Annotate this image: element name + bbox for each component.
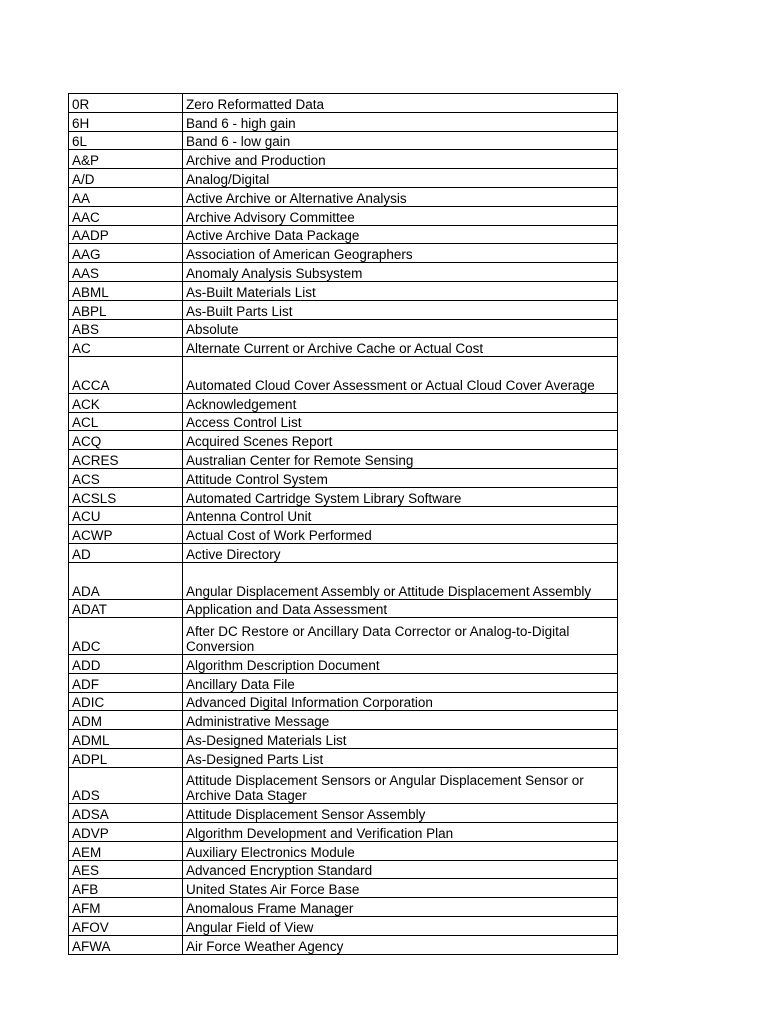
table-row [69,823,618,842]
table-row [69,94,618,113]
table-row [69,935,618,954]
acronym-cell: ABML [69,281,183,300]
definition-cell: Air Force Weather Agency [183,935,618,954]
definition-cell: Algorithm Development and Verification Plan [183,823,618,842]
table-row [69,804,618,823]
acronym-cell: AAS [69,263,183,282]
definition-cell: Archive Advisory Committee [183,206,618,225]
definition-cell: Advanced Digital Information Corporation [183,692,618,711]
table-row [69,525,618,544]
definition-cell: Analog/Digital [183,169,618,188]
table-row [69,431,618,450]
acronym-cell: ADPL [69,748,183,767]
definition-cell: Active Directory [183,544,618,563]
acronym-table [68,93,618,955]
definition-cell: Anomaly Analysis Subsystem [183,263,618,282]
acronym-cell: ADM [69,711,183,730]
table-row [69,487,618,506]
definition-cell: Auxiliary Electronics Module [183,841,618,860]
definition-cell: Acknowledgement [183,393,618,412]
definition-cell: Acquired Scenes Report [183,431,618,450]
definition-cell: Australian Center for Remote Sensing [183,450,618,469]
definition-cell: Active Archive or Alternative Analysis [183,187,618,206]
table-row [69,654,618,673]
acronym-cell: 6L [69,131,183,150]
definition-cell: United States Air Force Base [183,879,618,898]
table-row [69,692,618,711]
acronym-cell: ADD [69,654,183,673]
acronym-cell: AA [69,187,183,206]
table-row [69,357,618,394]
table-row [69,412,618,431]
acronym-cell: ACS [69,468,183,487]
table-row [69,244,618,263]
table-row [69,506,618,525]
acronym-cell: AFWA [69,935,183,954]
definition-cell: As-Built Materials List [183,281,618,300]
table-row [69,281,618,300]
definition-cell: Active Archive Data Package [183,225,618,244]
definition-cell: As-Designed Parts List [183,748,618,767]
table-row [69,860,618,879]
table-row [69,300,618,319]
acronym-cell: ABS [69,319,183,338]
definition-cell: Access Control List [183,412,618,431]
acronym-cell: ADAT [69,599,183,618]
acronym-cell: ACL [69,412,183,431]
table-row [69,319,618,338]
definition-cell: Automated Cloud Cover Assessment or Actual Cloud Cover Average [183,357,618,394]
table-row [69,618,618,655]
table-row [69,187,618,206]
table-row [69,263,618,282]
acronym-cell: AEM [69,841,183,860]
acronym-cell: AC [69,338,183,357]
definition-cell: Zero Reformatted Data [183,94,618,113]
acronym-cell: ACSLS [69,487,183,506]
table-row [69,730,618,749]
table-row [69,450,618,469]
definition-cell: Anomalous Frame Manager [183,898,618,917]
acronym-cell: ACRES [69,450,183,469]
table-row [69,767,618,804]
definition-cell: Association of American Geographers [183,244,618,263]
acronym-cell: ACK [69,393,183,412]
acronym-cell: ABPL [69,300,183,319]
acronym-cell: AES [69,860,183,879]
table-row [69,393,618,412]
definition-cell: Band 6 - low gain [183,131,618,150]
acronym-cell: ACWP [69,525,183,544]
acronym-cell: ACQ [69,431,183,450]
definition-cell: Archive and Production [183,150,618,169]
table-row [69,898,618,917]
table-row [69,599,618,618]
acronym-cell: ADSA [69,804,183,823]
table-row [69,131,618,150]
acronym-cell: AFM [69,898,183,917]
acronym-cell: AAG [69,244,183,263]
acronym-cell: ADF [69,673,183,692]
definition-cell: As-Built Parts List [183,300,618,319]
table-row [69,917,618,936]
table-row [69,169,618,188]
acronym-cell: 0R [69,94,183,113]
acronym-cell: ACU [69,506,183,525]
table-row [69,206,618,225]
acronym-cell: ADVP [69,823,183,842]
acronym-cell: AD [69,544,183,563]
definition-cell: After DC Restore or Ancillary Data Corrector or Analog-to-Digital Conversion [183,618,618,655]
acronym-cell: ADC [69,618,183,655]
table-row [69,150,618,169]
definition-cell: Actual Cost of Work Performed [183,525,618,544]
acronym-cell: ADML [69,730,183,749]
table-row [69,225,618,244]
definition-cell: Absolute [183,319,618,338]
acronym-cell: ACCA [69,357,183,394]
definition-cell: Attitude Displacement Sensors or Angular Displacement Sensor or Archive Data Stager [183,767,618,804]
definition-cell: As-Designed Materials List [183,730,618,749]
table-row [69,468,618,487]
acronym-cell: AFOV [69,917,183,936]
definition-cell: Advanced Encryption Standard [183,860,618,879]
acronym-cell: ADA [69,562,183,599]
definition-cell: Ancillary Data File [183,673,618,692]
acronym-cell: 6H [69,112,183,131]
acronym-cell: ADIC [69,692,183,711]
acronym-cell: AFB [69,879,183,898]
definition-cell: Attitude Control System [183,468,618,487]
definition-cell: Algorithm Description Document [183,654,618,673]
table-row [69,711,618,730]
table-row [69,748,618,767]
acronym-cell: AAC [69,206,183,225]
table-row [69,544,618,563]
table-row [69,338,618,357]
definition-cell: Band 6 - high gain [183,112,618,131]
acronym-cell: ADS [69,767,183,804]
definition-cell: Application and Data Assessment [183,599,618,618]
definition-cell: Alternate Current or Archive Cache or Actual Cost [183,338,618,357]
acronym-table-body [69,94,618,955]
table-row [69,562,618,599]
definition-cell: Administrative Message [183,711,618,730]
definition-cell: Attitude Displacement Sensor Assembly [183,804,618,823]
table-row [69,841,618,860]
acronym-cell: A&P [69,150,183,169]
acronym-cell: AADP [69,225,183,244]
definition-cell: Angular Field of View [183,917,618,936]
definition-cell: Angular Displacement Assembly or Attitude Displacement Assembly [183,562,618,599]
table-row [69,879,618,898]
definition-cell: Automated Cartridge System Library Software [183,487,618,506]
acronym-cell: A/D [69,169,183,188]
table-row [69,673,618,692]
definition-cell: Antenna Control Unit [183,506,618,525]
table-row [69,112,618,131]
